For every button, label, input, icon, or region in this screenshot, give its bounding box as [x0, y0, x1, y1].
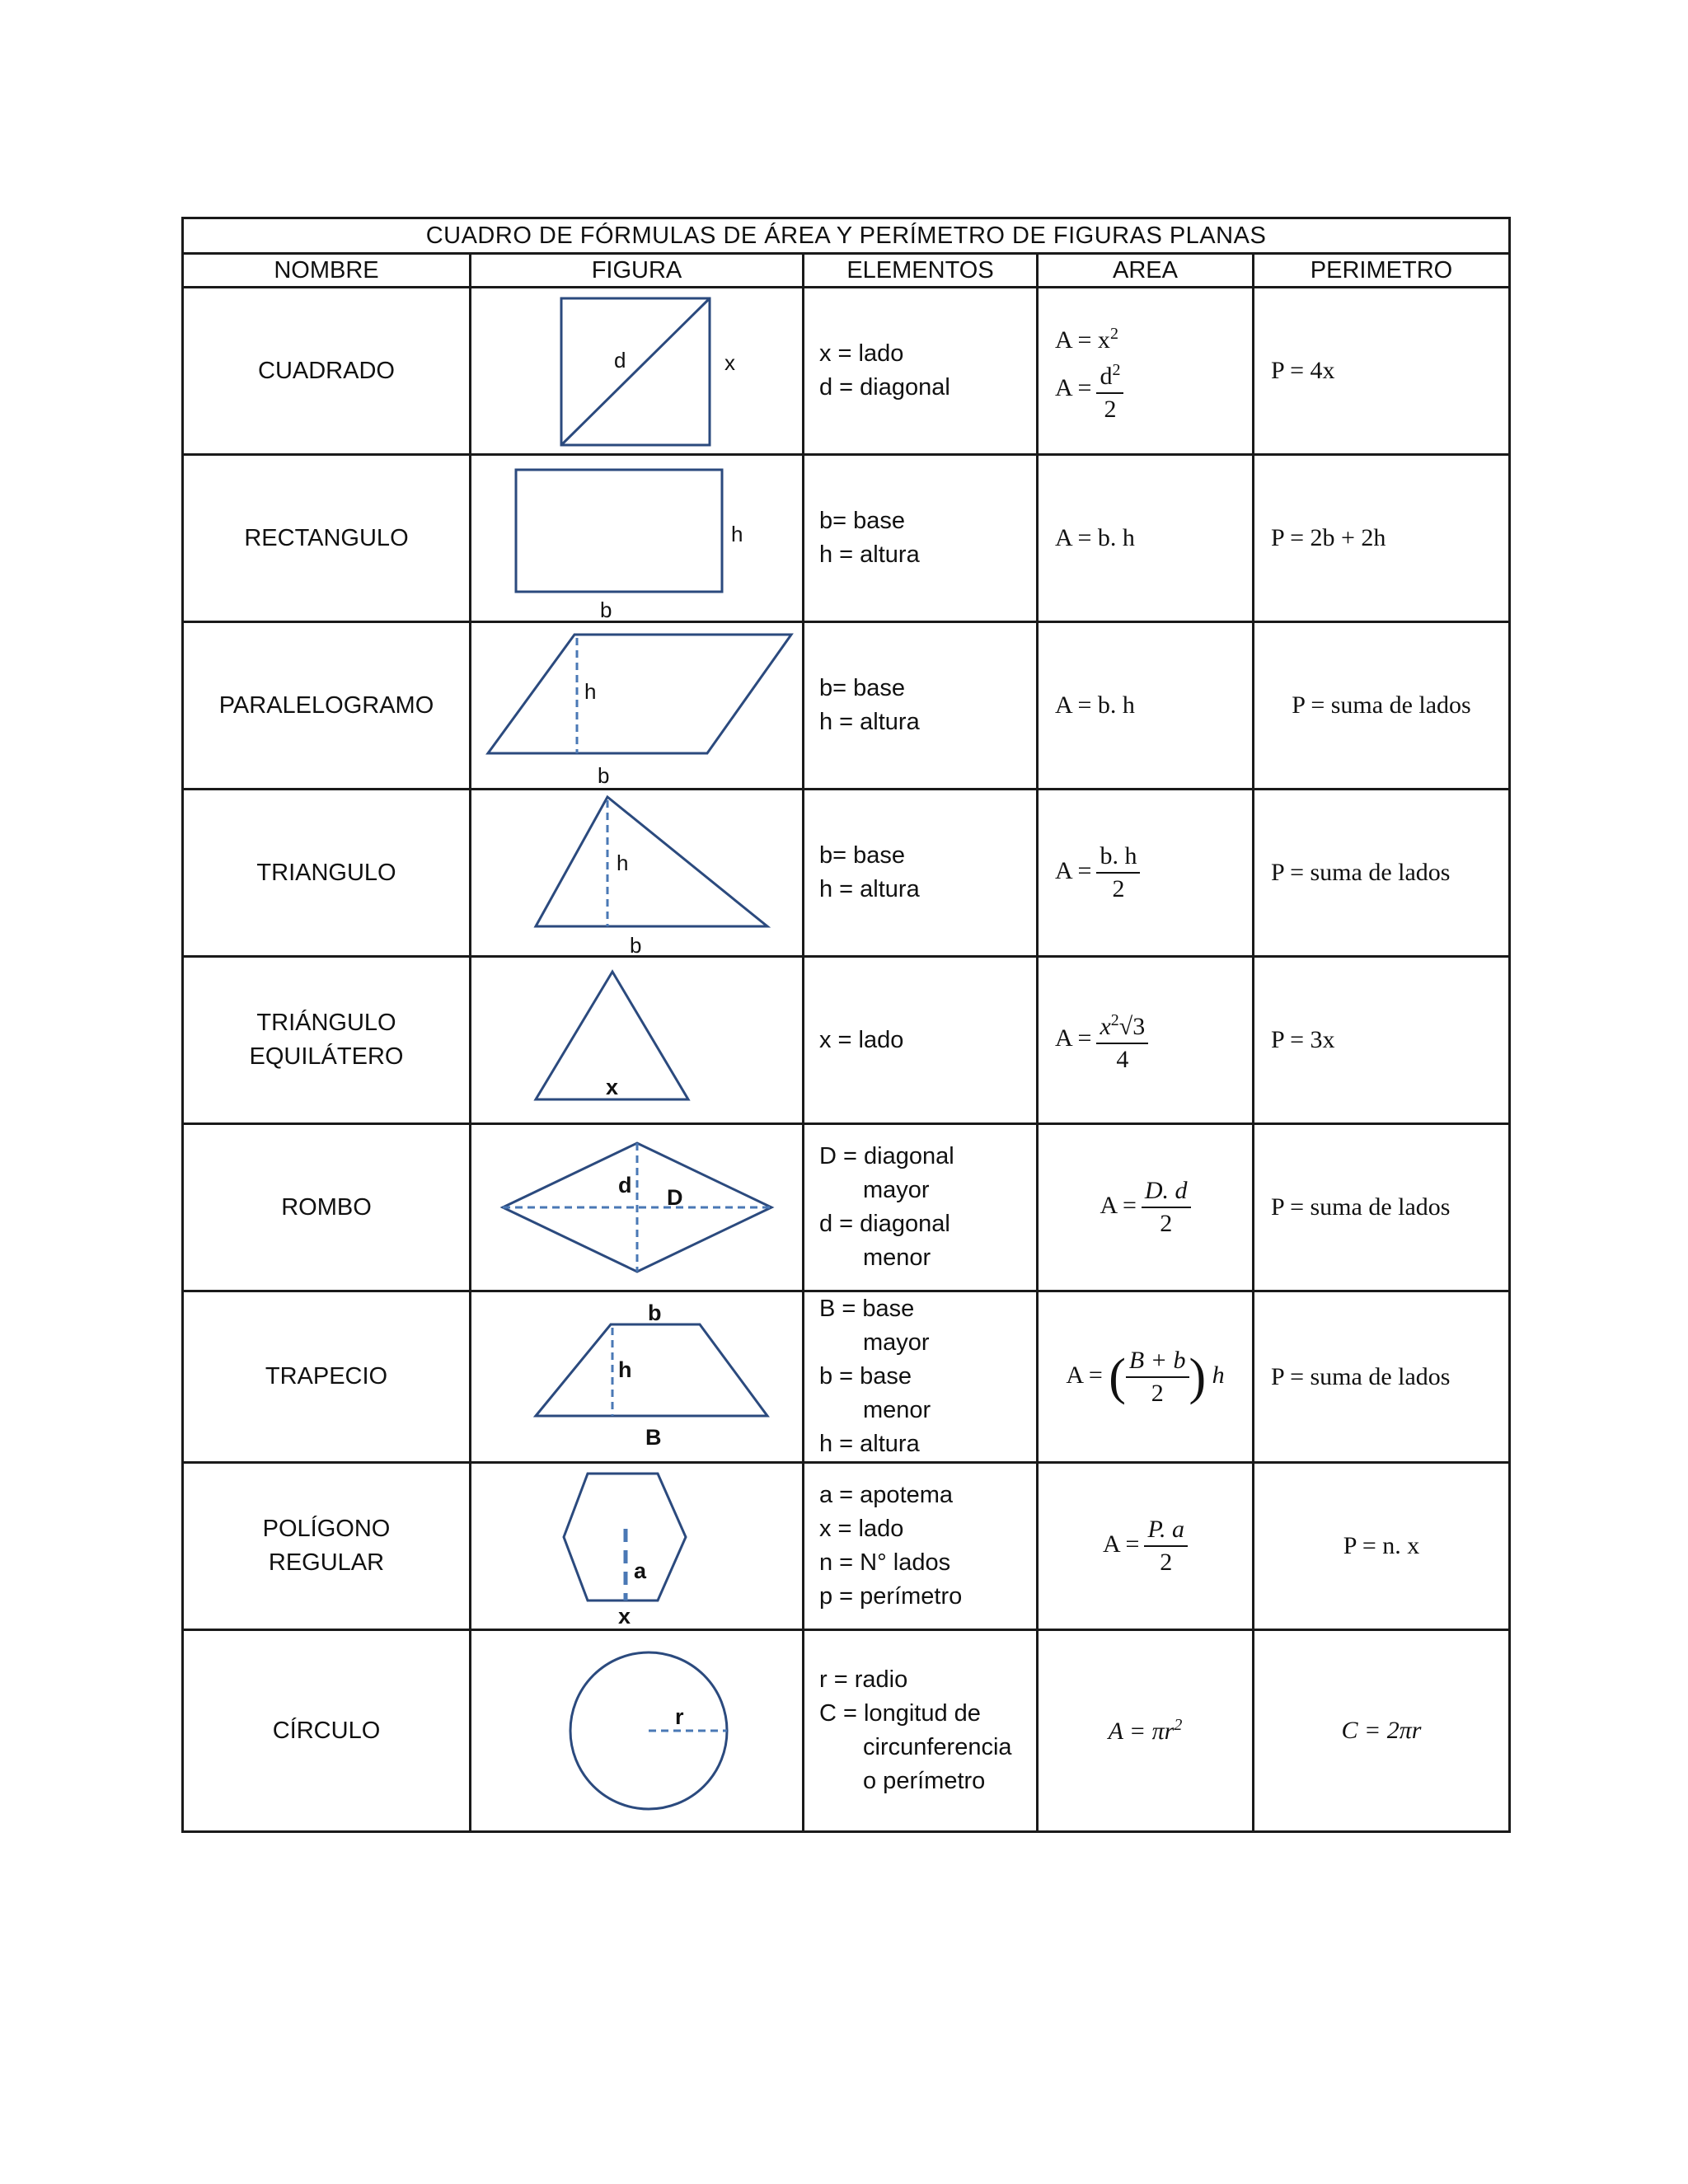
element-line: b= base [819, 842, 906, 869]
table-row [183, 1630, 1510, 1832]
element-line: p = perímetro [819, 1583, 963, 1610]
area-formula [1038, 1124, 1254, 1291]
height-label: h [616, 851, 628, 875]
elements-cell [804, 622, 1038, 790]
fraction-numerator: b. h [1096, 842, 1140, 874]
base-label: b [597, 763, 609, 788]
area-lhs: A = [1066, 1361, 1103, 1389]
element-line: x = lado [819, 340, 904, 367]
table-row [183, 288, 1510, 455]
perimeter-formula: P = 4x [1254, 288, 1510, 455]
shape-name-line: REGULAR [268, 1549, 385, 1576]
trapezoid-figure [471, 1291, 804, 1463]
equilateral-triangle-figure-icon [472, 958, 802, 1122]
shape-name: RECTANGULO [183, 455, 471, 622]
element-line: x = lado [819, 1516, 904, 1542]
formulas-table [181, 217, 1511, 1833]
element-line: b= base [819, 508, 906, 534]
area-lhs: A = [1055, 373, 1092, 401]
shape-name-line: EQUILÁTERO [249, 1043, 404, 1070]
fraction-numerator: B + b [1126, 1347, 1189, 1378]
hexagon-figure-icon [472, 1464, 802, 1629]
area-lhs: A = [1055, 856, 1092, 884]
area-lhs: A = [1103, 1530, 1140, 1558]
fraction-numerator: x [1100, 1013, 1111, 1040]
fraction-numerator: d [1100, 363, 1113, 390]
element-line: menor [863, 1397, 931, 1423]
element-line: menor [863, 1244, 931, 1271]
exponent: 2 [1110, 1011, 1119, 1029]
header-nombre: NOMBRE [183, 254, 471, 288]
shape-name [183, 957, 471, 1124]
element-line: C = longitud de [819, 1700, 981, 1727]
shape-name-line: TRIÁNGULO [256, 1010, 396, 1036]
fraction [1142, 1177, 1191, 1238]
perimeter-formula: P = suma de lados [1254, 790, 1510, 957]
element-line: h = altura [819, 709, 920, 735]
hexagon-figure [471, 1463, 804, 1630]
area-formula: A = b. h [1038, 455, 1254, 622]
height-label: h [730, 522, 743, 546]
table-title: CUADRO DE FÓRMULAS DE ÁREA Y PERÍMETRO DE FIGURAS PLANAS [183, 218, 1510, 254]
area-formula-text: A = πr [1108, 1718, 1175, 1745]
fraction [1126, 1347, 1189, 1408]
elements-cell [804, 288, 1038, 455]
square-figure-icon [472, 288, 802, 453]
table-row [183, 455, 1510, 622]
elements-cell [804, 1630, 1038, 1832]
base-label: b [599, 598, 612, 621]
height-label: h [584, 679, 596, 704]
fraction-denominator: 2 [1160, 1549, 1173, 1576]
table-row [183, 622, 1510, 790]
elements-cell [804, 1463, 1038, 1630]
shape-name: PARALELOGRAMO [183, 622, 471, 790]
shape-name: TRAPECIO [183, 1291, 471, 1463]
element-line: d = diagonal [819, 374, 950, 401]
fraction-denominator: 2 [1160, 1210, 1173, 1237]
fraction [1096, 842, 1140, 903]
element-line: D = diagonal [819, 1143, 954, 1169]
square-root: √3 [1118, 1013, 1146, 1040]
area-formula: A = b. h [1038, 622, 1254, 790]
table-row [183, 790, 1510, 957]
perimeter-formula: P = 2b + 2h [1254, 455, 1510, 622]
elements-cell [804, 1124, 1038, 1291]
element-line: x = lado [819, 1026, 904, 1053]
perimeter-formula: P = 3x [1254, 957, 1510, 1124]
area-lhs: A = [1100, 1191, 1137, 1219]
elements-cell [804, 455, 1038, 622]
parallelogram-figure [471, 622, 804, 790]
fraction [1144, 1516, 1187, 1577]
header-area: AREA [1038, 254, 1254, 288]
side-label: x [617, 1604, 631, 1629]
side-label: x [605, 1075, 618, 1099]
area-tail: h [1212, 1361, 1225, 1389]
exponent: 2 [1174, 1716, 1183, 1734]
exponent: 2 [1109, 325, 1118, 343]
element-line: a = apotema [819, 1482, 954, 1508]
trapezoid-figure-icon [472, 1295, 802, 1460]
minor-diagonal-label: d [617, 1173, 631, 1197]
area-formula-1: A = x [1055, 326, 1110, 354]
fraction-denominator: 2 [1151, 1379, 1164, 1407]
shape-name: ROMBO [183, 1124, 471, 1291]
rhombus-figure [471, 1124, 804, 1291]
major-base-label: B [645, 1424, 661, 1450]
table-row [183, 957, 1510, 1124]
table-row [183, 1291, 1510, 1463]
header-figura: FIGURA [471, 254, 804, 288]
elements-cell [804, 1291, 1038, 1463]
elements-cell [804, 957, 1038, 1124]
area-formula [1038, 1291, 1254, 1463]
element-line: h = altura [819, 876, 920, 902]
area-formula [1038, 1463, 1254, 1630]
header-perimetro: PERIMETRO [1254, 254, 1510, 288]
element-line: h = altura [819, 541, 920, 568]
area-formula [1038, 957, 1254, 1124]
triangle-figure [471, 790, 804, 957]
element-line: mayor [863, 1329, 930, 1356]
triangle-figure-icon [472, 790, 802, 955]
element-line: mayor [863, 1177, 930, 1203]
table-row [183, 1124, 1510, 1291]
right-paren: ) [1189, 1348, 1207, 1405]
area-formula [1038, 288, 1254, 455]
left-paren: ( [1109, 1348, 1126, 1405]
table-row [183, 1463, 1510, 1630]
elements-cell [804, 790, 1038, 957]
element-line: r = radio [819, 1666, 908, 1693]
area-formula [1038, 1630, 1254, 1832]
fraction [1096, 356, 1123, 424]
element-line: d = diagonal [819, 1211, 950, 1237]
apothem-label: a [633, 1558, 646, 1583]
shape-name [183, 1463, 471, 1630]
circle-figure-icon [472, 1632, 802, 1830]
fraction-numerator: P. a [1144, 1516, 1187, 1547]
fraction-denominator: 2 [1104, 396, 1117, 423]
shape-name: CÍRCULO [183, 1630, 471, 1832]
perimeter-formula: P = suma de lados [1254, 1291, 1510, 1463]
element-line: n = N° lados [819, 1549, 951, 1576]
major-diagonal-label: D [666, 1185, 682, 1210]
shape-name: CUADRADO [183, 288, 471, 455]
base-label: b [629, 933, 641, 955]
shape-name-line: POLÍGONO [262, 1516, 391, 1542]
fraction-denominator: 4 [1116, 1046, 1129, 1073]
fraction [1096, 1006, 1148, 1074]
fraction-denominator: 2 [1112, 875, 1125, 902]
area-lhs: A = [1055, 1024, 1092, 1052]
shape-name: TRIANGULO [183, 790, 471, 957]
circle-figure [471, 1630, 804, 1832]
fraction-numerator: D. d [1142, 1177, 1191, 1208]
perimeter-formula: P = n. x [1254, 1463, 1510, 1630]
minor-base-label: b [647, 1300, 661, 1325]
element-line: o perímetro [863, 1768, 986, 1794]
equilateral-triangle-figure [471, 957, 804, 1124]
element-line: h = altura [819, 1431, 920, 1457]
area-formula [1038, 790, 1254, 957]
header-elementos: ELEMENTOS [804, 254, 1038, 288]
perimeter-formula: C = 2πr [1254, 1630, 1510, 1832]
perimeter-formula: P = suma de lados [1254, 622, 1510, 790]
perimeter-formula: P = suma de lados [1254, 1124, 1510, 1291]
element-line: circunferencia [863, 1734, 1012, 1760]
parallelogram-figure-icon [472, 623, 802, 788]
rectangle-figure [471, 455, 804, 622]
diagonal-label: d [613, 348, 626, 373]
element-line: b= base [819, 675, 906, 701]
rhombus-figure-icon [472, 1125, 802, 1290]
rectangle-figure-icon [472, 456, 802, 621]
radius-label: r [674, 1704, 684, 1729]
square-figure [471, 288, 804, 455]
element-line: b = base [819, 1363, 912, 1390]
height-label: h [617, 1357, 631, 1382]
exponent: 2 [1112, 361, 1121, 379]
element-line: B = base [819, 1296, 915, 1322]
side-label: x [724, 350, 735, 375]
